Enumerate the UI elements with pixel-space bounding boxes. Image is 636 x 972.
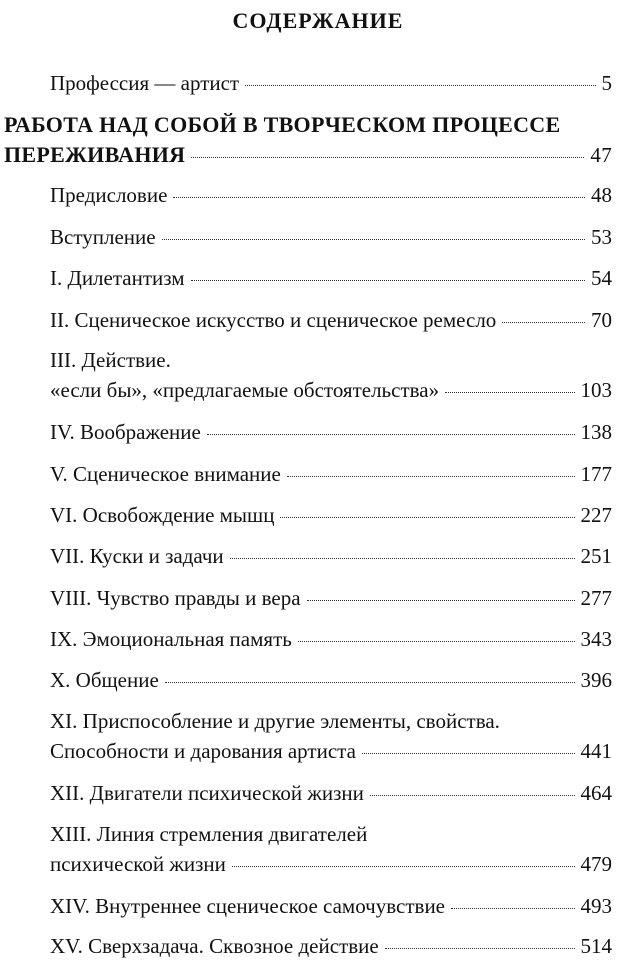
toc-entry-chapter-6[interactable]: [50, 502, 612, 528]
toc-entry-label: XIV. Внутреннее сценическое самочувствие: [50, 894, 446, 918]
toc-entry-chapter-11[interactable]: [50, 708, 612, 764]
dot-leader: [232, 866, 575, 867]
dot-leader: [502, 322, 585, 323]
dot-leader: [191, 157, 584, 158]
toc-entry-page: 54: [591, 266, 612, 290]
dot-leader: [207, 434, 575, 435]
toc-entry-chapter-10[interactable]: [50, 667, 612, 693]
toc-entry-label: X. Общение: [50, 668, 159, 692]
toc-entry-predislovie[interactable]: [50, 182, 612, 208]
toc-entry-label: Предисловие: [50, 183, 168, 207]
toc-entry-page: 251: [580, 544, 612, 568]
toc-entry-chapter-13[interactable]: [50, 821, 612, 877]
dot-leader: [307, 600, 575, 601]
toc-section-heading[interactable]: [4, 110, 612, 170]
section-title-line-1: РАБОТА НАД СОБОЙ В ТВОРЧЕСКОМ ПРОЦЕССЕ: [4, 112, 561, 137]
toc-entry-chapter-1[interactable]: [50, 265, 612, 291]
toc-entry-page: 5: [601, 71, 612, 95]
toc-entry-page: 48: [591, 183, 612, 207]
toc-entry-page: 277: [580, 586, 612, 610]
toc-entry-label-line-1: III. Действие.: [50, 348, 171, 372]
dot-leader: [191, 280, 585, 281]
dot-leader: [298, 641, 575, 642]
toc-entry-page: 479: [580, 852, 612, 876]
dot-leader: [165, 682, 575, 683]
toc-entry-chapter-5[interactable]: [50, 461, 612, 487]
toc-entry-vstuplenie[interactable]: [50, 224, 612, 250]
section-title-line-2: ПЕРЕЖИВАНИЯ: [4, 142, 186, 167]
toc-entry-label: Профессия — артист: [50, 71, 240, 95]
toc-entry-page: 138: [580, 420, 612, 444]
toc-entry-page: 227: [580, 503, 612, 527]
toc-entry-label: VIII. Чувство правды и вера: [50, 586, 301, 610]
toc-entry-label: XV. Сверхзадача. Сквозное действие: [50, 934, 379, 958]
dot-leader: [451, 908, 574, 909]
toc-entry-label: XII. Двигатели психической жизни: [50, 781, 364, 805]
dot-leader: [280, 517, 574, 518]
toc-entry-page: 70: [591, 308, 612, 332]
dot-leader: [385, 948, 575, 949]
dot-leader: [445, 392, 574, 393]
toc-entry-page: 53: [591, 225, 612, 249]
toc-entry-chapter-7[interactable]: [50, 543, 612, 569]
dot-leader: [162, 239, 585, 240]
toc-entry-page: 103: [580, 378, 612, 402]
toc-entry-page: 493: [580, 894, 612, 918]
dot-leader: [287, 476, 575, 477]
toc-entry-label-line-1: XIII. Линия стремления двигателей: [50, 822, 368, 846]
toc-entry-chapter-2[interactable]: [50, 307, 612, 333]
dot-leader: [370, 795, 575, 796]
toc-entry-chapter-4[interactable]: [50, 419, 612, 445]
toc-entry-chapter-3[interactable]: [50, 347, 612, 403]
toc-entry-label-line-2: «если бы», «предлагаемые обстоятельства»: [50, 378, 440, 402]
toc-entry-label: IX. Эмоциональная память: [50, 627, 292, 651]
dot-leader: [173, 197, 585, 198]
toc-title: СОДЕРЖАНИЕ: [232, 8, 404, 33]
dot-leader: [230, 558, 575, 559]
section-page: 47: [590, 143, 612, 167]
toc-entry-page: 514: [580, 934, 612, 958]
toc-entry-page: 464: [580, 781, 612, 805]
dot-leader: [245, 85, 595, 86]
toc-entry-chapter-15[interactable]: [50, 933, 612, 959]
toc-entry-label: V. Сценическое внимание: [50, 462, 281, 486]
toc-entry-chapter-12[interactable]: [50, 780, 612, 806]
toc-entry-page: 343: [580, 627, 612, 651]
toc-entry-label: VI. Освобождение мышц: [50, 503, 275, 527]
toc-entry-label: I. Дилетантизм: [50, 266, 185, 290]
toc-entry-label-line-1: XI. Приспособление и другие элементы, свойства.: [50, 709, 500, 733]
toc-entry-page: 396: [580, 668, 612, 692]
toc-entry-chapter-14[interactable]: [50, 893, 612, 919]
toc-entry-page: 441: [580, 739, 612, 763]
toc-entry-label-line-2: психической жизни: [50, 852, 226, 876]
toc-entry-chapter-8[interactable]: [50, 585, 612, 611]
toc-entry-intro[interactable]: [50, 70, 612, 96]
toc-entry-label: II. Сценическое искусство и сценическое ремесло: [50, 308, 497, 332]
toc-entry-label: VII. Куски и задачи: [50, 544, 224, 568]
toc-entry-label: IV. Воображение: [50, 420, 201, 444]
toc-entry-chapter-9[interactable]: [50, 626, 612, 652]
toc-entry-label-line-2: Способности и дарования артиста: [50, 739, 356, 763]
toc-entry-label: Вступление: [50, 225, 156, 249]
toc-entry-page: 177: [580, 462, 612, 486]
dot-leader: [362, 753, 575, 754]
